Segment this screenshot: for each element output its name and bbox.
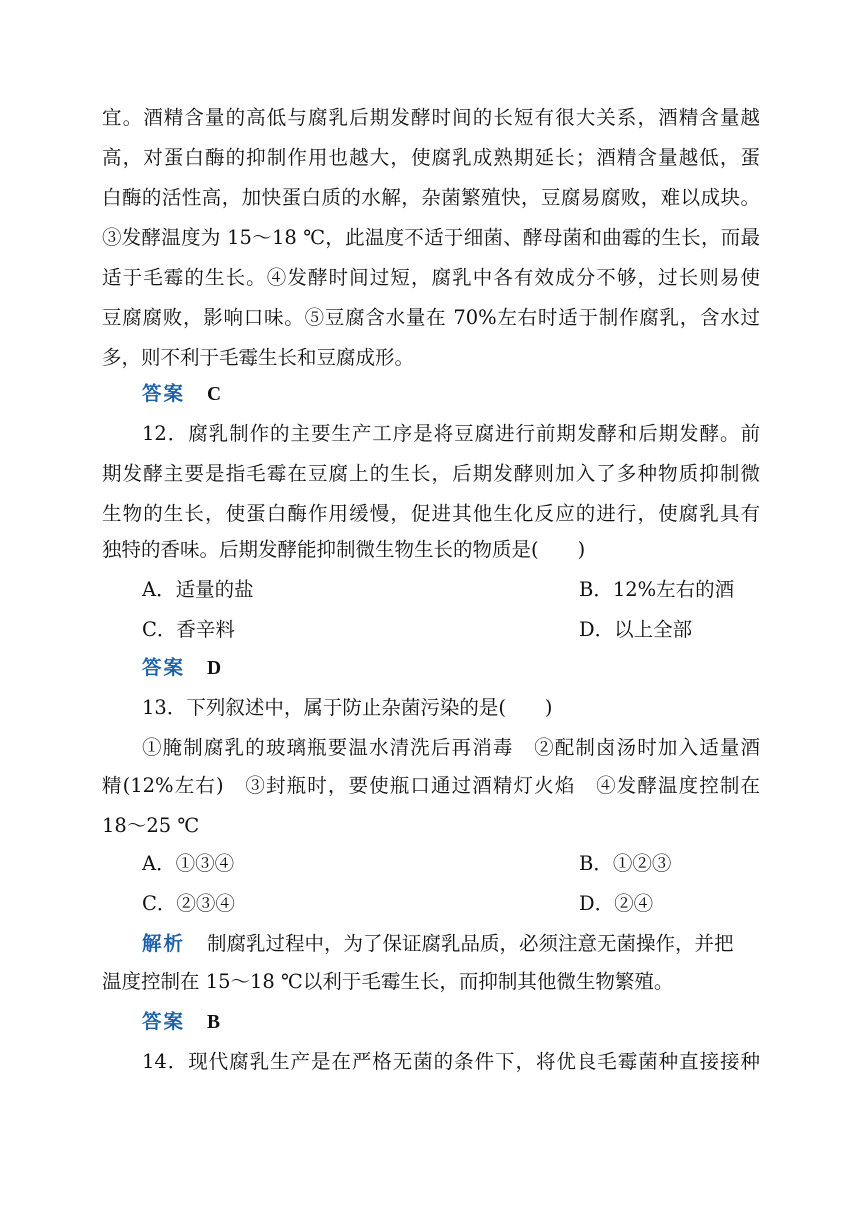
option-c: C．香辛料 [142, 618, 235, 641]
text-line: 多，则不利于毛霉生长和豆腐成形。 [102, 346, 415, 369]
q13-option-row-2 [142, 892, 760, 916]
text-line: 豆腐腐败，影响口味。⑤豆腐含水量在 70%左右时适于制作腐乳，含水过 [102, 306, 760, 329]
text-line: 温度控制在 15～18 ℃以利于毛霉生长，而抑制其他微生物繁殖。 [102, 970, 674, 993]
option-c: C．②③④ [142, 892, 235, 915]
q13-option-row-1 [142, 852, 760, 876]
text-line: 适于毛霉的生长。④发酵时间过短，腐乳中各有效成分不够，过长则易使 [102, 266, 760, 289]
option-b: B．①②③ [579, 852, 672, 875]
q13-stem: 13．下列叙述中，属于防止杂菌污染的是( ) [142, 696, 553, 719]
answer-label: 答案 [142, 656, 186, 679]
text-line: ③发酵温度为 15～18 ℃，此温度不适于细菌、酵母菌和曲霉的生长，而最 [102, 226, 760, 249]
option-a: A．适量的盐 [142, 578, 254, 601]
text-line: 12．腐乳制作的主要生产工序是将豆腐进行前期发酵和后期发酵。前 [142, 422, 760, 445]
text-line: 精(12%左右) ③封瓶时，要使瓶口通过酒精灯火焰 ④发酵温度控制在 [102, 774, 760, 797]
text-line: 独特的香味。后期发酵能抑制微生物生长的物质是( ) [102, 538, 586, 561]
option-d: D．②④ [579, 892, 654, 915]
q13-analysis [142, 932, 760, 956]
text-line: 高，对蛋白酶的抑制作用也越大，使腐乳成熟期延长；酒精含量越低，蛋 [102, 146, 760, 169]
q14-stem: 14．现代腐乳生产是在严格无菌的条件下，将优良毛霉菌种直接接种 [142, 1050, 760, 1073]
answer-label: 答案 [142, 1010, 186, 1033]
option-b: B．12%左右的酒 [579, 578, 735, 601]
q11-answer [142, 382, 760, 407]
text-line: 期发酵主要是指毛霉在豆腐上的生长，后期发酵则加入了多种物质抑制微 [102, 462, 760, 485]
option-d: D．以上全部 [579, 618, 693, 641]
analysis-text: 制腐乳过程中，为了保证腐乳品质，必须注意无菌操作，并把 [207, 932, 734, 955]
q12-option-row-2 [142, 618, 760, 642]
text-line: ①腌制腐乳的玻璃瓶要温水清洗后再消毒 ②配制卤汤时加入适量酒 [142, 736, 760, 759]
answer-value: D [207, 658, 222, 679]
answer-label: 答案 [142, 382, 186, 405]
text-line: 18～25 ℃ [102, 814, 200, 837]
text-line: 白酶的活性高，加快蛋白质的水解，杂菌繁殖快，豆腐易腐败，难以成块。 [102, 186, 760, 209]
q13-answer [142, 1010, 760, 1035]
option-a: A．①③④ [142, 852, 235, 875]
text-line: 宜。酒精含量的高低与腐乳后期发酵时间的长短有很大关系，酒精含量越 [102, 106, 760, 129]
q12-answer [142, 656, 760, 681]
q12-option-row-1 [142, 578, 760, 602]
answer-value: C [207, 384, 222, 405]
text-line: 生物的生长，使蛋白酶作用缓慢，促进其他生化反应的进行，使腐乳具有 [102, 502, 760, 525]
analysis-label: 解析 [142, 932, 186, 955]
answer-value: B [207, 1012, 221, 1033]
